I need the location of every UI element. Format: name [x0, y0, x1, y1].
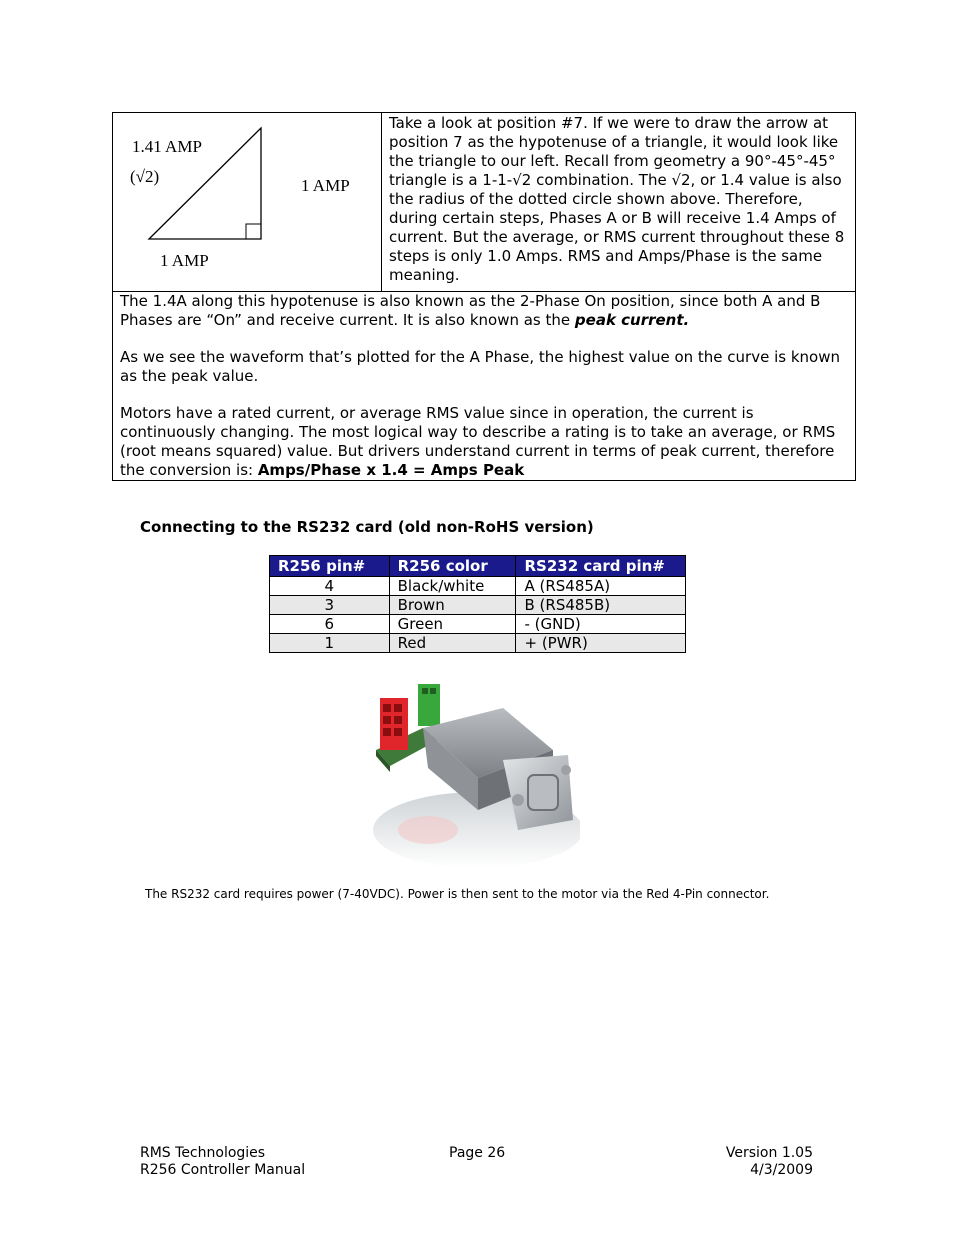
cell-card-pin: - (GND) — [516, 615, 686, 634]
hypotenuse-sub-label: (√2) — [130, 167, 160, 186]
cell-divider-vertical — [381, 113, 382, 291]
para3-emphasis: Amps/Phase x 1.4 = Amps Peak — [257, 461, 525, 479]
cell-color: Brown — [389, 596, 516, 615]
right-angle-marker — [246, 224, 261, 239]
cell-card-pin: A (RS485A) — [516, 577, 686, 596]
footer-version: Version 1.05 — [725, 1145, 813, 1161]
para-conversion — [120, 404, 848, 480]
para1-emphasis: peak current. — [574, 311, 690, 329]
header-rs232-pin: RS232 card pin# — [516, 556, 686, 577]
para3-text: Motors have a rated current, or average RMS value since in operation, the current is continuously changing. The most logical way to describe a rating is to take an average, or RMS (root means squared) value. But drivers understand current in terms of peak current, therefore the conversion is: — [120, 404, 836, 479]
base-label: 1 AMP — [160, 251, 209, 270]
side-label: 1 AMP — [301, 176, 350, 195]
hypotenuse-label: 1.41 AMP — [132, 137, 202, 156]
bottom-cell — [120, 292, 848, 480]
pin-table-header — [270, 556, 686, 577]
cell-card-pin: + (PWR) — [516, 634, 686, 653]
header-r256-pin: R256 pin# — [270, 556, 390, 577]
explain-text: Take a look at position #7. If we were to draw the arrow at position 7 as the hypotenuse of a triangle, it would look like the triangle to our left. Recall from geometry a 90°-45°-45° triangle is a 1-1-√2 combination. The √2, or 1.4 value is also the radius of the dotted circle shown above. Therefore, during certain steps, Phases A or B will receive 1.4 Amps of current. But the average, or RMS current throughout these 8 steps is only 1.0 Amps. RMS and Amps/Phase is the same meaning. — [389, 114, 845, 284]
cell-card-pin: B (RS485B) — [516, 596, 686, 615]
para-peak-current — [120, 292, 848, 330]
para-peak-value: As we see the waveform that’s plotted for the A Phase, the highest value on the curve is known as the peak value. — [120, 348, 840, 385]
footer-date: 4/3/2009 — [750, 1162, 813, 1178]
cell-pin: 4 — [270, 577, 390, 596]
cell-color: Green — [389, 615, 516, 634]
cell-pin: 6 — [270, 615, 390, 634]
para1-text: The 1.4A along this hypotenuse is also known as the 2-Phase On position, since both A and B Phases are “On” and receive current. It is also known as the — [120, 292, 821, 329]
table-row — [270, 596, 686, 615]
cell-color: Black/white — [389, 577, 516, 596]
photo-caption: The RS232 card requires power (7-40VDC). Power is then sent to the motor via the Red 4-Pin connector. — [145, 887, 770, 901]
footer-manual: R256 Controller Manual — [140, 1162, 306, 1178]
table-row — [270, 577, 686, 596]
cell-pin: 3 — [270, 596, 390, 615]
table-row — [270, 634, 686, 653]
footer-page: Page 26 — [449, 1145, 506, 1161]
explanation-box — [112, 112, 856, 481]
cell-pin: 1 — [270, 634, 390, 653]
pin-table — [269, 555, 686, 653]
cell-color: Red — [389, 634, 516, 653]
footer-company: RMS Technologies — [140, 1145, 266, 1161]
table-row — [270, 615, 686, 634]
rs232-card-photo — [368, 680, 580, 870]
section-heading: Connecting to the RS232 card (old non-RoHS version) — [140, 518, 594, 536]
header-r256-color: R256 color — [389, 556, 516, 577]
